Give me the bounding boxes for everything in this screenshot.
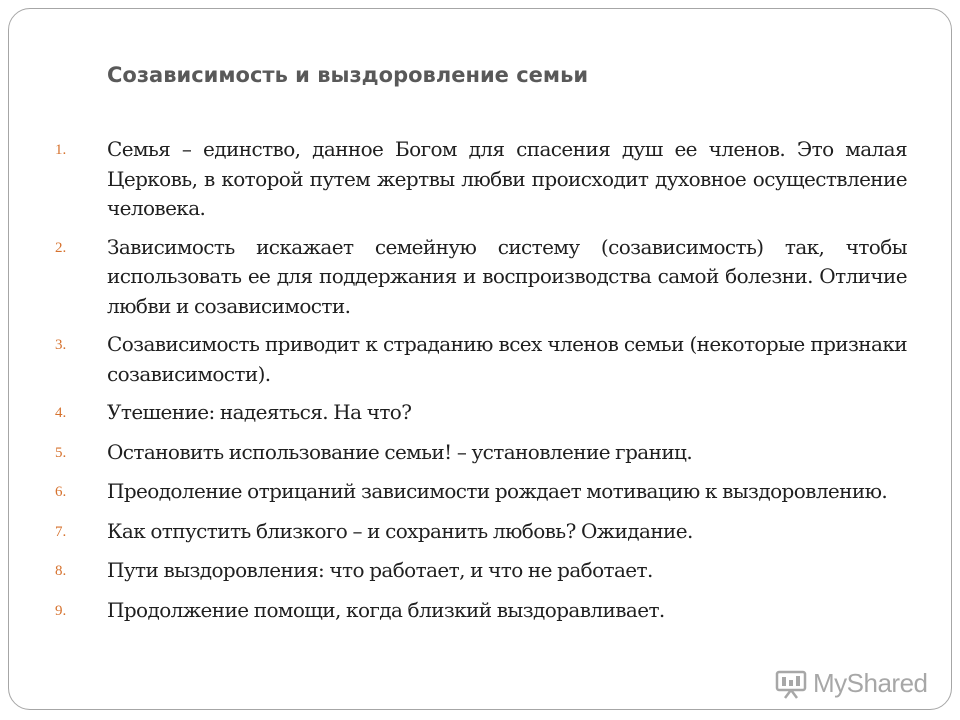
item-text: Продолжение помощи, когда близкий выздоравливает. <box>107 597 665 622</box>
watermark-logo <box>775 668 928 699</box>
item-number: 2. <box>55 239 67 256</box>
item-text: Преодоление отрицаний зависимости рождает мотивацию к выздоровлению. <box>107 479 888 503</box>
list-item <box>55 233 907 322</box>
item-text: Пути выздоровления: что работает, и что не работает. <box>107 558 653 582</box>
list-item <box>55 517 907 548</box>
item-number: 8. <box>55 563 67 579</box>
presentation-board-icon <box>775 669 807 699</box>
watermark-text: MyShared <box>813 668 928 698</box>
item-text: Семья – единство, данное Богом для спасения душ ее членов. Это малая Церковь, в которой путем жертвы любви происходит духовное осуществление человека. <box>107 137 907 220</box>
item-number: 1. <box>55 142 67 158</box>
item-number: 4. <box>55 405 67 421</box>
list-item <box>55 135 907 224</box>
item-number: 7. <box>55 523 67 540</box>
item-text: Остановить использование семьи! – установление границ. <box>107 439 693 464</box>
item-text: Зависимость искажает семейную систему (созависимость) так, чтобы использовать ее для поддержания и воспроизводства самой болезни. Отличие любви и созависимости. <box>107 234 907 318</box>
item-number: 5. <box>55 444 67 461</box>
item-number: 6. <box>55 484 67 500</box>
list-item <box>55 556 907 587</box>
list-item <box>55 398 907 429</box>
list-item <box>55 596 907 627</box>
item-text: Созависимость приводит к страданию всех членов семьи (некоторые признаки созависимости). <box>107 332 907 386</box>
item-text: Как отпустить близкого – и сохранить любовь? Ожидание. <box>107 518 693 543</box>
item-list <box>55 135 907 635</box>
list-item <box>55 438 907 469</box>
item-number: 9. <box>55 602 67 619</box>
item-number: 3. <box>55 337 67 353</box>
item-text: Утешение: надеяться. На что? <box>107 400 412 424</box>
list-item <box>55 477 907 508</box>
slide-title: Созависимость и выздоровление семьи <box>107 63 589 87</box>
slide <box>8 8 952 710</box>
list-item <box>55 330 907 389</box>
